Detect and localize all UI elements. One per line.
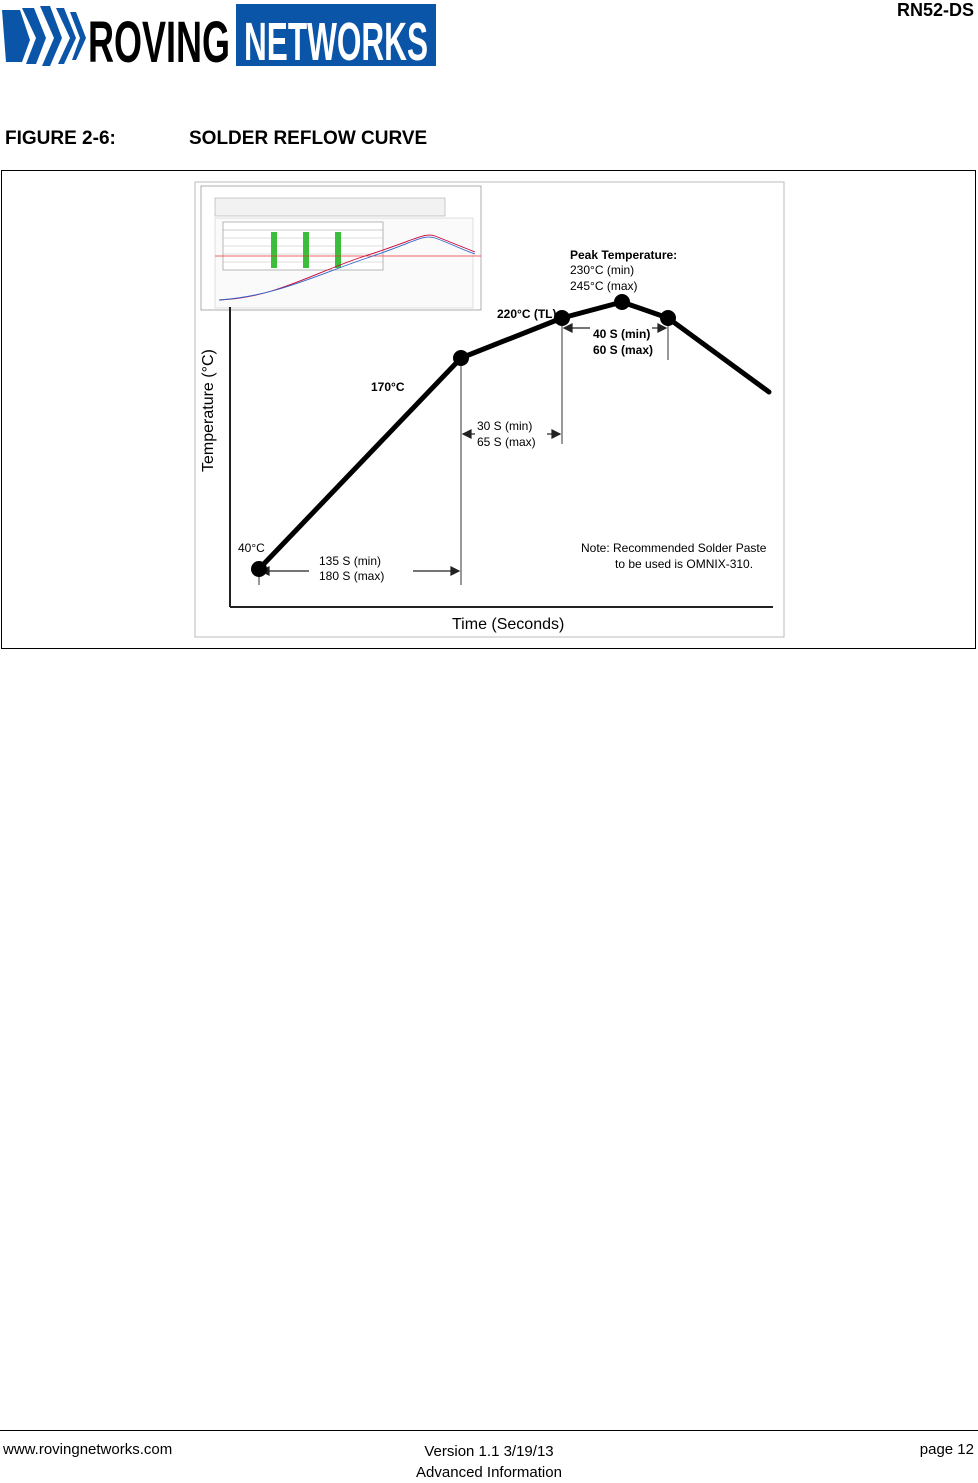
roving-networks-logo [0,0,440,75]
footer-rule [0,1430,978,1431]
curve-point-40c [251,561,267,577]
interval-preheat-min: 135 S (min) [319,554,382,568]
axis-title-y: Temperature (°C) [200,349,217,472]
document-id: RN52-DS [896,0,974,20]
peak-label-heading: Peak Temperature: [570,248,678,262]
figure-title: SOLDER REFLOW CURVE [189,128,428,149]
footer-version: Version 1.1 3/19/13 [424,1443,554,1460]
interval-peak-max: 60 S (max) [593,343,654,357]
footer-page: page 12 [919,1441,974,1458]
curve-point-170c [453,350,469,366]
wave-mark-icon [2,6,86,66]
curve-point-peak [614,294,630,310]
logo-text-networks: NETWORKS [244,12,428,72]
peak-label-max: 245°C (max) [570,279,638,293]
interval-tl-max: 65 S (max) [477,435,536,449]
interval-preheat-max: 180 S (max) [319,569,385,583]
point-label-220c: 220°C (TL) [497,307,557,321]
point-label-170c: 170°C [371,380,405,394]
peak-label-min: 230°C (min) [570,263,635,277]
figure-caption [5,128,427,150]
footer-status: Advanced Information [416,1464,562,1481]
reflow-chart [195,182,784,637]
interval-tl-min: 30 S (min) [477,419,533,433]
inset-profile-screenshot [201,186,481,310]
note-line-2: to be used is OMNIX-310. [615,557,754,571]
logo-text-roving: ROVING [88,10,230,75]
footer-version-block [0,1441,978,1483]
figure-number: FIGURE 2-6: [5,128,116,149]
note-line-1: Note: Recommended Solder Paste [581,541,767,555]
curve-point-peak-end [660,310,676,326]
interval-peak-min: 40 S (min) [593,327,651,341]
axis-title-x: Time (Seconds) [452,616,565,633]
footer-website: www.rovingnetworks.com [3,1441,173,1458]
point-label-40c: 40°C [238,541,265,555]
